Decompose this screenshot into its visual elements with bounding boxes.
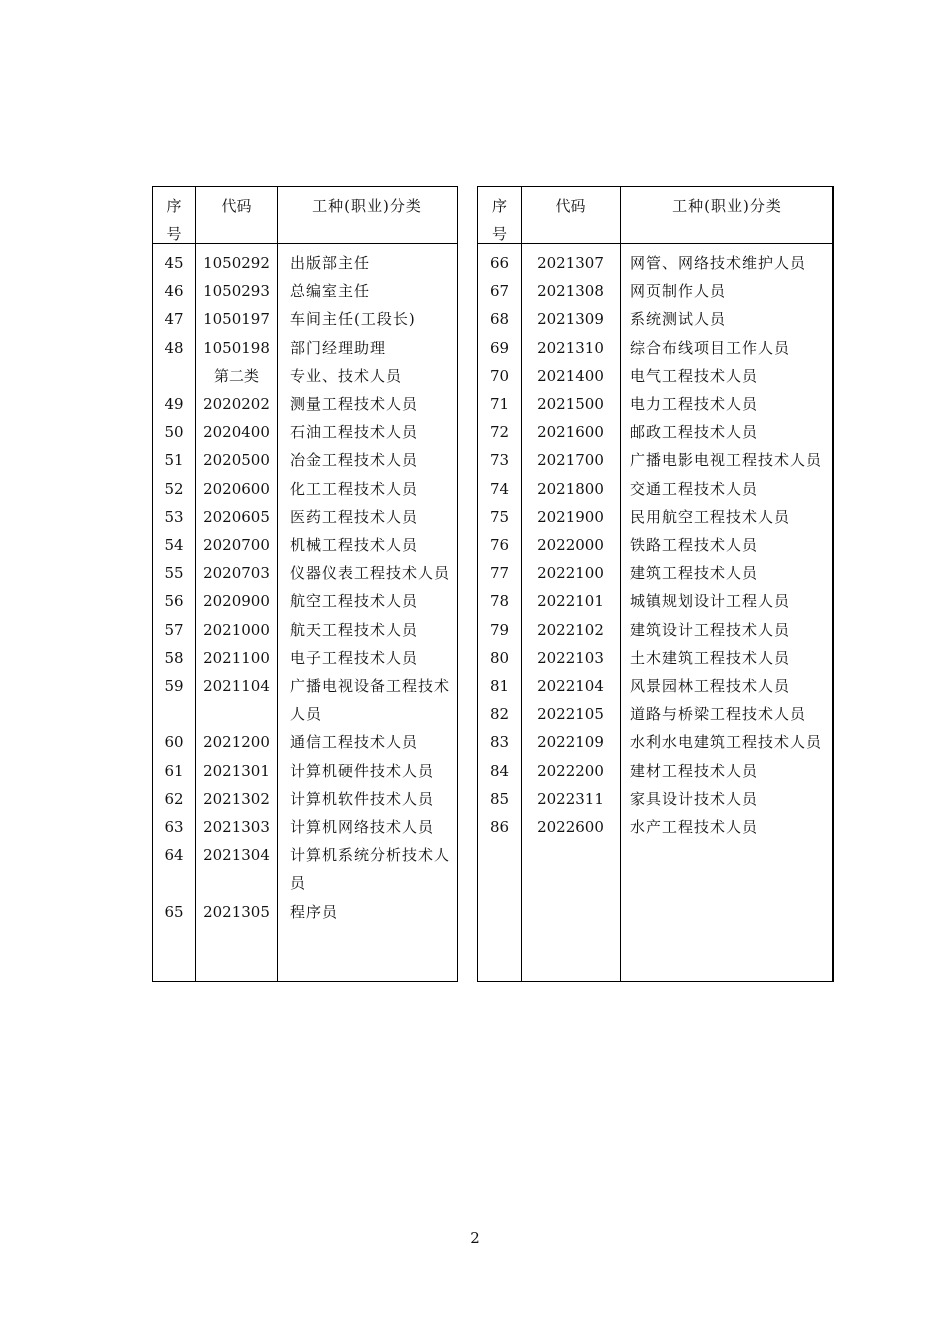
row-code: 2021301 xyxy=(203,761,270,780)
table-row xyxy=(478,616,832,644)
row-name: 车间主任(工段长) xyxy=(290,310,416,329)
row-seq: 73 xyxy=(489,451,510,470)
row-name: 家具设计技术人员 xyxy=(630,789,759,808)
table-row xyxy=(153,503,457,531)
row-name: 电子工程技术人员 xyxy=(290,648,419,667)
header-seq-line1: 序 xyxy=(491,197,507,215)
row-seq: 74 xyxy=(489,479,510,498)
row-name: 邮政工程技术人员 xyxy=(630,423,759,442)
row-code: 2021310 xyxy=(537,338,604,357)
row-seq: 80 xyxy=(489,648,510,667)
row-name: 出版部主任 xyxy=(290,254,371,272)
row-seq: 67 xyxy=(489,282,510,301)
table-row xyxy=(478,249,832,277)
table-row xyxy=(153,277,457,305)
row-code: 2022311 xyxy=(537,789,604,808)
row-seq: 66 xyxy=(489,254,510,272)
row-code: 2020500 xyxy=(203,451,270,470)
table-row xyxy=(153,362,457,390)
row-seq: 54 xyxy=(164,536,184,555)
table-row xyxy=(478,813,832,841)
row-code: 2021308 xyxy=(537,282,604,301)
rows-left xyxy=(153,249,457,926)
table-row xyxy=(478,672,832,700)
row-code: 2020400 xyxy=(203,423,270,442)
row-seq: 70 xyxy=(489,366,510,385)
header-divider xyxy=(478,243,832,244)
row-name: 道路与桥梁工程技术人员 xyxy=(630,705,807,724)
row-code: 2021900 xyxy=(537,507,604,526)
header-code: 代码 xyxy=(555,197,586,215)
row-name: 建筑设计工程技术人员 xyxy=(630,620,791,639)
row-seq: 64 xyxy=(164,846,184,865)
row-seq: 46 xyxy=(164,282,184,301)
row-name: 风景园林工程技术人员 xyxy=(630,677,791,696)
row-name: 网管、网络技术维护人员 xyxy=(630,254,807,272)
table-row xyxy=(478,785,832,813)
row-code: 2021307 xyxy=(537,254,604,272)
table-row xyxy=(153,672,457,728)
row-code: 2021309 xyxy=(537,310,604,329)
row-code: 2022105 xyxy=(537,705,604,724)
row-name: 计算机软件技术人员 xyxy=(290,789,435,808)
row-name: 土木建筑工程技术人员 xyxy=(630,648,791,667)
row-name: 专业、技术人员 xyxy=(290,366,403,385)
row-code: 2021100 xyxy=(203,648,270,667)
row-name: 石油工程技术人员 xyxy=(290,423,419,442)
row-name: 机械工程技术人员 xyxy=(290,536,419,555)
row-name: 航天工程技术人员 xyxy=(290,620,419,639)
row-name: 网页制作人员 xyxy=(630,282,727,301)
row-seq: 52 xyxy=(164,479,184,498)
row-code: 2021800 xyxy=(537,479,604,498)
row-seq: 47 xyxy=(164,310,184,329)
table-row xyxy=(153,475,457,503)
row-code: 2022200 xyxy=(537,761,604,780)
row-seq: 56 xyxy=(164,592,184,611)
row-name: 城镇规划设计工程人员 xyxy=(630,592,791,611)
table-row xyxy=(478,305,832,333)
row-code: 2021600 xyxy=(537,423,604,442)
row-code: 2020600 xyxy=(203,479,270,498)
row-seq: 48 xyxy=(164,338,184,357)
row-name: 测量工程技术人员 xyxy=(290,395,419,414)
table-row xyxy=(478,531,832,559)
table-row xyxy=(153,841,457,897)
table-row xyxy=(478,475,832,503)
row-seq: 61 xyxy=(164,761,184,780)
row-code: 2022102 xyxy=(537,620,604,639)
row-seq: 79 xyxy=(489,620,510,639)
row-seq: 86 xyxy=(489,818,510,837)
table-row xyxy=(153,644,457,672)
row-code: 2022109 xyxy=(537,733,604,752)
table-row xyxy=(153,334,457,362)
row-name: 铁路工程技术人员 xyxy=(630,536,759,555)
row-code: 1050293 xyxy=(203,282,270,301)
row-code: 2020700 xyxy=(203,536,270,555)
row-name: 民用航空工程技术人员 xyxy=(630,507,791,526)
table-row xyxy=(153,249,457,277)
table-row xyxy=(153,813,457,841)
row-name: 通信工程技术人员 xyxy=(290,733,419,752)
row-seq: 84 xyxy=(489,761,510,780)
row-code: 2020202 xyxy=(203,395,270,414)
row-code: 2022000 xyxy=(537,536,604,555)
occupation-table-left xyxy=(152,186,458,982)
table-row xyxy=(153,390,457,418)
row-name: 综合布线项目工作人员 xyxy=(630,338,791,357)
row-code: 1050197 xyxy=(203,310,270,329)
header-seq-line1: 序 xyxy=(166,197,182,215)
row-code: 2021304 xyxy=(203,846,270,865)
row-name: 广播电视设备工程技术人员 xyxy=(290,677,451,724)
table-row xyxy=(478,728,832,756)
page-number: 2 xyxy=(470,1229,480,1247)
table-row xyxy=(478,503,832,531)
table-row xyxy=(153,757,457,785)
table-row xyxy=(478,418,832,446)
row-seq: 51 xyxy=(164,451,184,470)
row-seq: 55 xyxy=(164,564,184,583)
row-name: 电气工程技术人员 xyxy=(630,366,759,385)
row-code: 2021302 xyxy=(203,789,270,808)
row-name: 计算机系统分析技术人员 xyxy=(290,846,451,893)
row-seq: 60 xyxy=(164,733,184,752)
row-code: 1050292 xyxy=(203,254,270,272)
row-code: 2022600 xyxy=(537,818,604,837)
row-code: 2021303 xyxy=(203,818,270,837)
row-code: 2021700 xyxy=(537,451,604,470)
row-code: 2022104 xyxy=(537,677,604,696)
row-name: 广播电影电视工程技术人员 xyxy=(630,451,823,470)
header-seq xyxy=(153,192,195,248)
row-name: 建材工程技术人员 xyxy=(630,761,759,780)
row-code: 2021104 xyxy=(203,677,270,696)
table-row xyxy=(478,362,832,390)
row-code: 2022103 xyxy=(537,648,604,667)
row-seq: 75 xyxy=(489,507,510,526)
row-name: 建筑工程技术人员 xyxy=(630,564,759,583)
table-row xyxy=(153,898,457,926)
table-row xyxy=(153,616,457,644)
table-row xyxy=(478,559,832,587)
row-name: 电力工程技术人员 xyxy=(630,395,759,414)
row-name: 系统测试人员 xyxy=(630,310,727,329)
row-code: 2021400 xyxy=(537,366,604,385)
table-row xyxy=(153,446,457,474)
row-name: 医药工程技术人员 xyxy=(290,507,419,526)
table-row xyxy=(478,644,832,672)
row-seq: 72 xyxy=(489,423,510,442)
table-row xyxy=(478,277,832,305)
row-name: 总编室主任 xyxy=(290,282,371,301)
occupation-table-right xyxy=(477,186,834,982)
row-seq: 53 xyxy=(164,507,184,526)
table-row xyxy=(153,728,457,756)
row-seq: 50 xyxy=(164,423,184,442)
row-name: 水利水电建筑工程技术人员 xyxy=(630,733,823,752)
row-code: 2020605 xyxy=(203,507,270,526)
table-row xyxy=(153,785,457,813)
row-code: 2021200 xyxy=(203,733,270,752)
table-row xyxy=(478,390,832,418)
row-name: 计算机网络技术人员 xyxy=(290,818,435,837)
row-seq: 63 xyxy=(164,818,184,837)
table-row xyxy=(153,559,457,587)
row-code: 2020900 xyxy=(203,592,270,611)
row-seq: 71 xyxy=(489,395,510,414)
table-row xyxy=(153,531,457,559)
row-name: 冶金工程技术人员 xyxy=(290,451,419,470)
row-seq: 83 xyxy=(489,733,510,752)
row-name: 仪器仪表工程技术人员 xyxy=(290,564,451,583)
header-seq-line2: 号 xyxy=(491,225,507,243)
row-seq: 45 xyxy=(164,254,184,272)
row-seq: 85 xyxy=(489,789,510,808)
row-seq: 58 xyxy=(164,648,184,667)
row-code: 2021000 xyxy=(203,620,270,639)
table-row xyxy=(153,305,457,333)
row-name: 计算机硬件技术人员 xyxy=(290,761,435,780)
row-seq: 69 xyxy=(489,338,510,357)
header-code: 代码 xyxy=(221,197,252,215)
row-seq: 65 xyxy=(164,902,184,921)
row-name: 化工工程技术人员 xyxy=(290,479,419,498)
row-code: 2021500 xyxy=(537,395,604,414)
header-divider xyxy=(153,243,457,244)
table-row xyxy=(478,334,832,362)
row-seq: 49 xyxy=(164,395,184,414)
rows-right xyxy=(478,249,832,841)
row-name: 水产工程技术人员 xyxy=(630,818,759,837)
row-code: 1050198 xyxy=(203,338,270,357)
row-name: 部门经理助理 xyxy=(290,338,387,357)
table-row xyxy=(478,757,832,785)
row-name: 航空工程技术人员 xyxy=(290,592,419,611)
row-seq: 57 xyxy=(164,620,184,639)
row-code: 2020703 xyxy=(203,564,270,583)
row-seq: 68 xyxy=(489,310,510,329)
row-seq: 82 xyxy=(489,705,510,724)
row-seq: 76 xyxy=(489,536,510,555)
header-seq-line2: 号 xyxy=(166,225,182,243)
row-seq: 59 xyxy=(164,677,184,696)
header-name: 工种(职业)分类 xyxy=(672,197,782,215)
table-row xyxy=(153,418,457,446)
row-name: 程序员 xyxy=(290,902,339,921)
header-seq xyxy=(478,192,521,248)
table-row xyxy=(478,587,832,615)
row-seq: 81 xyxy=(489,677,510,696)
row-seq: 77 xyxy=(489,564,510,583)
row-code: 2022100 xyxy=(537,564,604,583)
row-code: 2022101 xyxy=(537,592,604,611)
row-name: 交通工程技术人员 xyxy=(630,479,759,498)
row-code: 2021305 xyxy=(203,902,270,921)
row-seq: 78 xyxy=(489,592,510,611)
row-seq xyxy=(153,362,195,390)
row-code: 第二类 xyxy=(213,366,259,385)
table-row xyxy=(153,587,457,615)
header-name: 工种(职业)分类 xyxy=(312,197,422,215)
row-seq: 62 xyxy=(164,789,184,808)
table-row xyxy=(478,700,832,728)
table-row xyxy=(478,446,832,474)
